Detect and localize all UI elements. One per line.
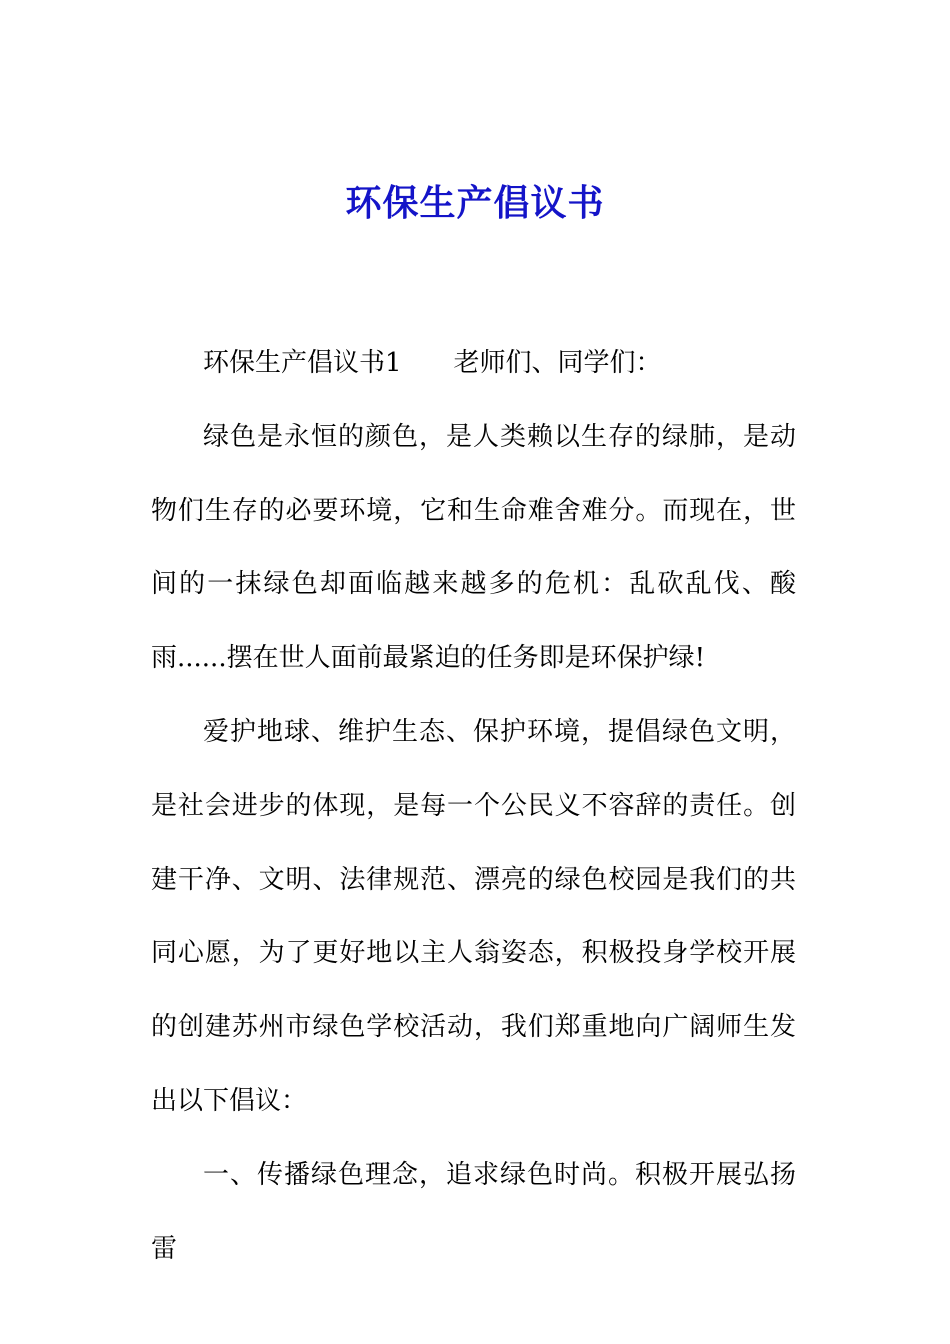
document-body [151,327,796,1286]
paragraph: 爱护地球、维护生态、保护环境，提倡绿色文明，是社会进步的体现，是每一个公民义不容辞的责任。创建干净、文明、法律规范、漂亮的绿色校园是我们的共同心愿，为了更好地以主人翁姿态，积极投身学校开展的创建苏州市绿色学校活动，我们郑重地向广阔师生发出以下倡议： [151,716,796,1116]
paragraph: 绿色是永恒的颜色，是人类赖以生存的绿肺，是动物们生存的必要环境，它和生命难舍难分。而现在，世间的一抹绿色却面临越来越多的危机：乱砍乱伐、酸雨......摆在世人面前最紧迫的任务即是环保护绿! [151,421,796,674]
doc-label: 环保生产倡议书1 [203,348,402,378]
heading-line [151,327,796,401]
paragraph: 一、传播绿色理念，追求绿色时尚。积极开展弘扬雷 [151,1159,796,1264]
document-title: 环保生产倡议书 [345,183,605,224]
salutation: 老师们、同学们： [453,348,662,378]
